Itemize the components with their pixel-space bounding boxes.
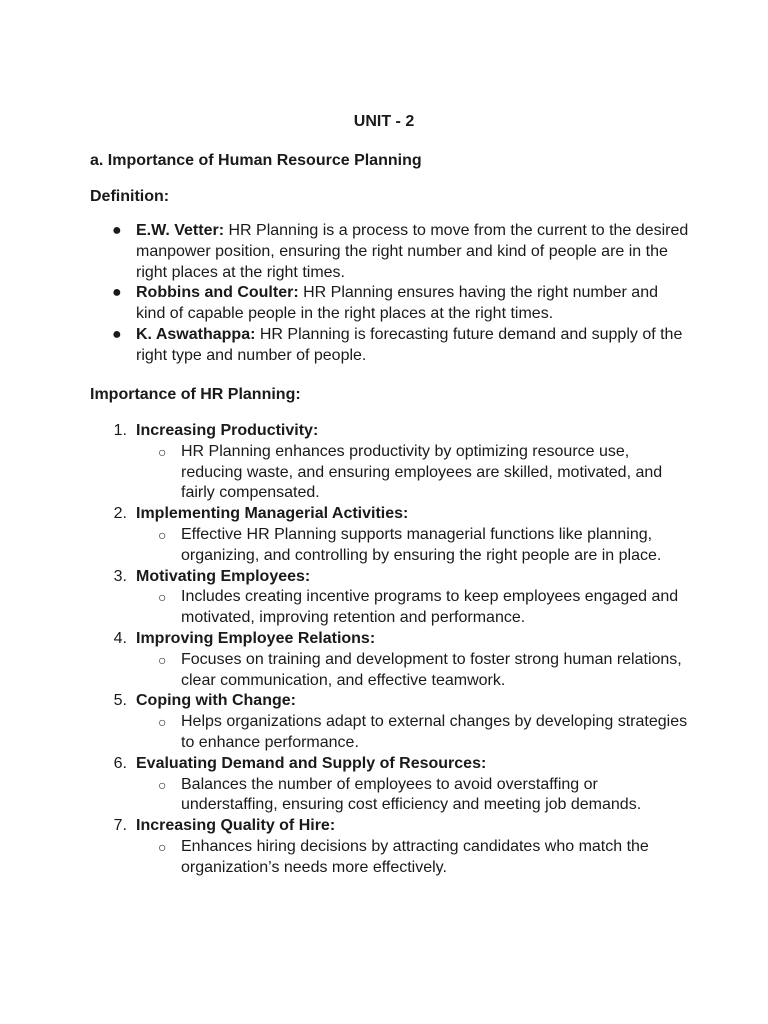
importance-heading: Importance of HR Planning: [90, 386, 301, 403]
list-item [90, 629, 690, 691]
item-detail: HR Planning enhances productivity by optimizing resource use, reducing waste, and ensuring employees are skilled, motivated, and fairly compensated. [181, 442, 663, 502]
hollow-circle-icon: ○ [158, 526, 167, 543]
item-number: 4. [113, 629, 127, 647]
hollow-circle-icon: ○ [158, 714, 167, 731]
list-item [90, 754, 690, 816]
section-heading: a. Importance of Human Resource Planning [90, 152, 422, 169]
item-detail: Includes creating incentive programs to keep employees engaged and motivated, improving retention and performance. [181, 588, 679, 627]
sub-item [136, 442, 690, 504]
bullet-dot-icon: ● [112, 284, 122, 302]
hollow-circle-icon: ○ [158, 443, 167, 460]
sub-item [136, 587, 690, 629]
item-detail: Enhances hiring decisions by attracting candidates who match the organization’s needs more effectively. [181, 837, 649, 876]
item-title: Coping with Change: [136, 692, 296, 710]
item-title: Increasing Quality of Hire: [136, 817, 336, 835]
list-item [90, 816, 690, 878]
item-detail: Balances the number of employees to avoid overstaffing or understaffing, ensuring cost efficiency and meeting job demands. [181, 775, 642, 814]
item-number: 6. [113, 754, 127, 772]
item-number: 5. [113, 692, 127, 710]
sub-list [136, 650, 690, 692]
definition-term: Robbins and Coulter: [136, 284, 299, 302]
hollow-circle-icon: ○ [158, 651, 167, 668]
sub-list [136, 837, 690, 879]
sub-list [136, 712, 690, 754]
item-number: 3. [113, 567, 127, 585]
sub-list [136, 775, 690, 817]
sub-item [136, 775, 690, 817]
sub-item [136, 837, 690, 879]
bullet-dot-icon: ● [112, 325, 122, 343]
sub-item [136, 650, 690, 692]
definition-item [90, 325, 690, 367]
hollow-circle-icon: ○ [158, 589, 167, 606]
definition-heading: Definition: [90, 188, 170, 205]
item-number: 7. [113, 817, 127, 835]
bullet-dot-icon: ● [112, 222, 122, 239]
definition-text: HR Planning is forecasting future demand and supply of the right type and number of people. [136, 325, 683, 364]
item-detail: Effective HR Planning supports managerial functions like planning, organizing, and controlling by ensuring the right people are in place. [181, 525, 662, 564]
item-detail: Focuses on training and development to foster strong human relations, clear communication, and effective teamwork. [181, 650, 682, 689]
item-number: 2. [113, 505, 127, 523]
item-detail: Helps organizations adapt to external changes by developing strategies to enhance performance. [181, 713, 688, 751]
list-item [90, 691, 690, 753]
item-title: Evaluating Demand and Supply of Resources: [136, 754, 487, 772]
list-item [90, 421, 690, 504]
sub-item [136, 525, 690, 567]
hollow-circle-icon: ○ [158, 838, 167, 855]
item-title: Motivating Employees: [136, 567, 311, 585]
list-item [90, 504, 690, 566]
item-number: 1. [113, 422, 127, 439]
definition-term: K. Aswathappa: [136, 325, 256, 343]
unit-title: UNIT - 2 [353, 113, 415, 130]
hollow-circle-icon: ○ [158, 776, 167, 793]
item-title: Implementing Managerial Activities: [136, 505, 409, 523]
definition-item [90, 283, 690, 325]
sub-list [136, 525, 690, 567]
importance-list [90, 421, 690, 879]
sub-list [136, 442, 690, 504]
item-title: Increasing Productivity: [136, 422, 319, 439]
definition-item [90, 221, 690, 283]
item-title: Improving Employee Relations: [136, 629, 376, 647]
sub-item [136, 712, 690, 754]
sub-list [136, 587, 690, 629]
definition-term: E.W. Vetter: [136, 222, 225, 239]
definition-text: HR Planning ensures having the right number and kind of capable people in the right places at the right times. [136, 284, 658, 323]
definition-list [90, 221, 690, 367]
list-item [90, 567, 690, 629]
definition-text: HR Planning is a process to move from the current to the desired manpower position, ensuring the right number and kind of people are in the right places at the right times. [136, 222, 689, 281]
